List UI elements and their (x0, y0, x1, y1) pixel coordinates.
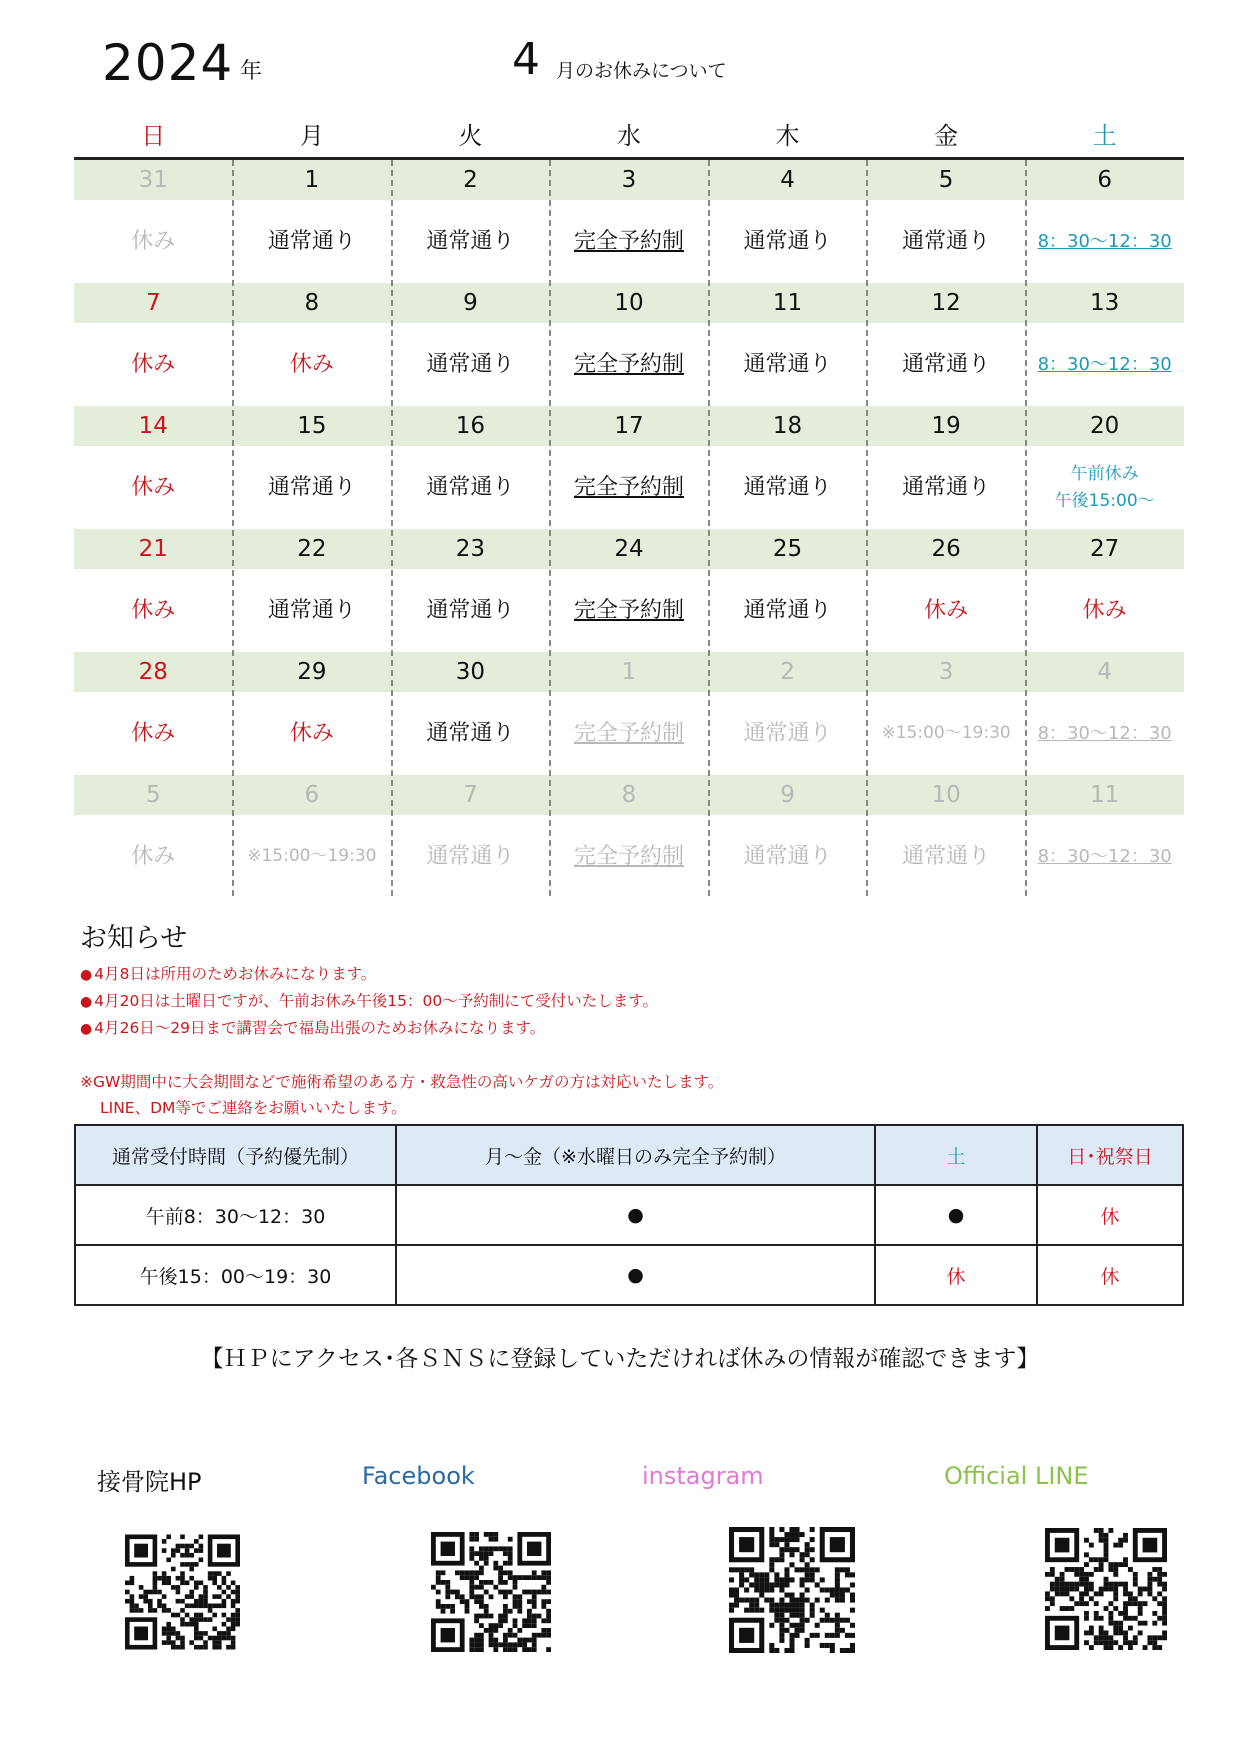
weekday-tue: 火 (458, 122, 483, 150)
date-cell: 8 (304, 290, 320, 316)
hours-table (74, 1124, 1184, 1306)
calendar-week (74, 529, 1184, 652)
status-cell: 8：30～12：30 (1037, 231, 1172, 252)
status-cell: ※15:00～19:30 (881, 723, 1011, 743)
status-cell: 通常通り (426, 598, 515, 623)
status-cell: 休み (289, 352, 334, 377)
date-cell: 9 (780, 782, 795, 808)
status-cell: 完全予約制 (573, 352, 684, 377)
status-cell: 通常通り (743, 598, 832, 623)
title-year-suffix: 年 (240, 59, 263, 84)
notice-item: ● 4月26日～29日まで講習会で福島出張のためお休みになります。 (80, 1019, 546, 1037)
date-cell: 19 (931, 413, 961, 439)
date-row (74, 652, 1184, 692)
table-cell: 午前8：30～12：30 (75, 1185, 396, 1245)
date-cell: 31 (138, 167, 168, 193)
header-cell: 通常受付時間（予約優先制） (75, 1125, 396, 1185)
date-cell: 3 (621, 167, 637, 193)
weekday-fri: 金 (934, 122, 959, 150)
date-cell: 17 (614, 413, 644, 439)
status-cell: 通常通り (426, 844, 515, 869)
date-row (74, 160, 1184, 200)
column-divider (391, 160, 393, 896)
status-cell: 通常通り (426, 475, 515, 500)
date-cell: 2 (463, 167, 478, 193)
date-cell: 9 (463, 290, 478, 316)
title-month: 4 (512, 34, 540, 85)
status-row (74, 815, 1184, 898)
date-cell: 14 (138, 413, 168, 439)
date-cell: 10 (931, 782, 961, 808)
status-cell: 休み (289, 721, 334, 746)
table-cell: 休 (1037, 1185, 1183, 1245)
status-cell-saturday (1025, 446, 1184, 529)
status-cell: 通常通り (426, 352, 515, 377)
status-cell: 休み (131, 598, 176, 623)
weekday-wed: 水 (616, 122, 641, 150)
status-cell: 通常通り (743, 721, 832, 746)
qr-label-hp: 接骨院HP (97, 1468, 202, 1496)
date-cell: 21 (138, 536, 168, 562)
status-cell: 8：30～12：30 (1037, 846, 1172, 867)
qr-label-instagram: instagram (642, 1462, 764, 1490)
status-cell: 休み (131, 352, 176, 377)
title-month-suffix: 月のお休みについて (556, 60, 727, 82)
date-cell: 6 (304, 782, 320, 808)
table-cell: ● (396, 1245, 875, 1305)
date-cell: 2 (780, 659, 795, 685)
weekday-sun: 日 (141, 122, 166, 150)
date-row (74, 529, 1184, 569)
date-cell: 26 (931, 536, 961, 562)
status-cell: 通常通り (743, 229, 832, 254)
qr-code-facebook-icon[interactable] (431, 1524, 551, 1660)
date-cell: 1 (621, 659, 637, 685)
calendar-grid (74, 160, 1184, 898)
calendar-week (74, 160, 1184, 283)
qr-code-instagram-icon[interactable] (729, 1518, 855, 1662)
header-cell: 日･祝祭日 (1037, 1125, 1183, 1185)
status-cell: 完全予約制 (573, 844, 684, 869)
weekday-mon: 月 (299, 122, 324, 150)
date-cell: 8 (621, 782, 637, 808)
table-cell: ● (875, 1185, 1037, 1245)
date-cell: 1 (304, 167, 320, 193)
date-cell: 24 (614, 536, 644, 562)
status-cell: 休み (131, 844, 176, 869)
date-cell: 4 (1097, 659, 1112, 685)
status-cell: 通常通り (902, 475, 991, 500)
status-row (74, 446, 1184, 529)
status-line: 午前休み (1070, 463, 1139, 484)
bullet-icon: ● (80, 967, 93, 983)
date-cell: 27 (1090, 536, 1120, 562)
table-cell: 休 (875, 1245, 1037, 1305)
column-divider (232, 160, 234, 896)
column-divider (866, 160, 868, 896)
date-cell: 10 (614, 290, 644, 316)
status-cell: 通常通り (743, 475, 832, 500)
status-cell: 通常通り (426, 721, 515, 746)
date-cell: 4 (780, 167, 795, 193)
weekday-header (74, 117, 1184, 160)
status-line: 午後15:00～ (1054, 490, 1155, 511)
status-cell: 8：30～12：30 (1037, 723, 1172, 744)
date-cell: 28 (138, 659, 168, 685)
date-cell: 25 (772, 536, 803, 562)
title-year: 2024 (102, 34, 234, 92)
qr-label-line: Official LINE (944, 1462, 1089, 1490)
status-cell: 休み (131, 475, 176, 500)
status-cell: 休み (131, 229, 176, 254)
status-row (74, 200, 1184, 283)
table-cell: 午後15：00～19：30 (75, 1245, 396, 1305)
table-cell: 休 (1037, 1245, 1183, 1305)
status-row (74, 323, 1184, 406)
date-cell: 11 (772, 290, 803, 316)
bullet-icon: ● (80, 994, 93, 1010)
qr-label-facebook: Facebook (362, 1462, 475, 1490)
status-cell: 休み (1082, 598, 1127, 623)
hours-table-header (75, 1125, 1183, 1185)
date-cell: 20 (1090, 413, 1120, 439)
weekday-thu: 木 (775, 122, 800, 150)
date-row (74, 406, 1184, 446)
column-divider (549, 160, 551, 896)
date-cell: 11 (1090, 782, 1120, 808)
date-cell: 6 (1097, 167, 1112, 193)
gw-notice: ※GW期間中に大会期間などで施術希望のある方・救急性の高いケガの方は対応いたします。 (80, 1073, 724, 1091)
status-cell: 通常通り (902, 844, 991, 869)
date-cell: 23 (455, 536, 486, 562)
hours-table-row (75, 1185, 1183, 1245)
date-row (74, 283, 1184, 323)
date-cell: 29 (297, 659, 327, 685)
date-cell: 5 (938, 167, 954, 193)
calendar-week (74, 283, 1184, 406)
date-cell: 5 (145, 782, 161, 808)
date-cell: 3 (938, 659, 954, 685)
calendar-week (74, 406, 1184, 529)
status-cell: 完全予約制 (573, 229, 684, 254)
date-row (74, 775, 1184, 815)
calendar-week (74, 652, 1184, 775)
status-cell: 完全予約制 (573, 475, 684, 500)
status-cell: ※15:00～19:30 (247, 846, 377, 866)
gw-notice-contact: LINE、DM等でご連絡をお願いいたします。 (100, 1099, 407, 1117)
date-cell: 13 (1090, 290, 1120, 316)
status-cell: 通常通り (902, 229, 991, 254)
date-cell: 7 (463, 782, 478, 808)
column-divider (708, 160, 710, 896)
status-cell: 通常通り (426, 229, 515, 254)
date-cell: 30 (455, 659, 486, 685)
header-cell: 土 (875, 1125, 1037, 1185)
date-cell: 16 (455, 413, 486, 439)
date-cell: 15 (297, 413, 327, 439)
header-cell: 月～金（※水曜日のみ完全予約制） (396, 1125, 875, 1185)
status-cell: 完全予約制 (573, 721, 684, 746)
status-cell: 休み (924, 598, 969, 623)
column-divider (1025, 160, 1027, 896)
bullet-icon: ● (80, 1021, 93, 1037)
qr-code-hp-icon[interactable] (125, 1528, 240, 1656)
notice-item: ● 4月8日は所用のためお休みになります。 (80, 965, 377, 983)
date-cell: 18 (772, 413, 803, 439)
hours-table-row (75, 1245, 1183, 1305)
notice-item: ● 4月20日は土曜日ですが、午前お休み午後15：00～予約制にて受付いたします。 (80, 992, 659, 1010)
status-cell: 休み (131, 721, 176, 746)
status-row (74, 692, 1184, 775)
status-cell: 8：30～12：30 (1037, 354, 1172, 375)
notice-title: お知らせ (80, 923, 188, 954)
calendar-week (74, 775, 1184, 898)
status-cell: 通常通り (743, 352, 832, 377)
status-cell: 通常通り (267, 229, 356, 254)
table-cell: ● (396, 1185, 875, 1245)
status-row (74, 569, 1184, 652)
weekday-sat: 土 (1092, 122, 1117, 150)
date-cell: 12 (931, 290, 961, 316)
date-cell: 7 (145, 290, 161, 316)
status-cell: 完全予約制 (573, 598, 684, 623)
date-cell: 22 (297, 536, 327, 562)
sns-message: 【ＨＰにアクセス･各ＳＮＳに登録していただければ休みの情報が確認できます】 (200, 1346, 1040, 1372)
status-cell: 通常通り (267, 475, 356, 500)
status-cell: 通常通り (743, 844, 832, 869)
qr-code-line-icon[interactable] (1045, 1518, 1167, 1660)
status-cell: 通常通り (267, 598, 356, 623)
status-cell: 通常通り (902, 352, 991, 377)
